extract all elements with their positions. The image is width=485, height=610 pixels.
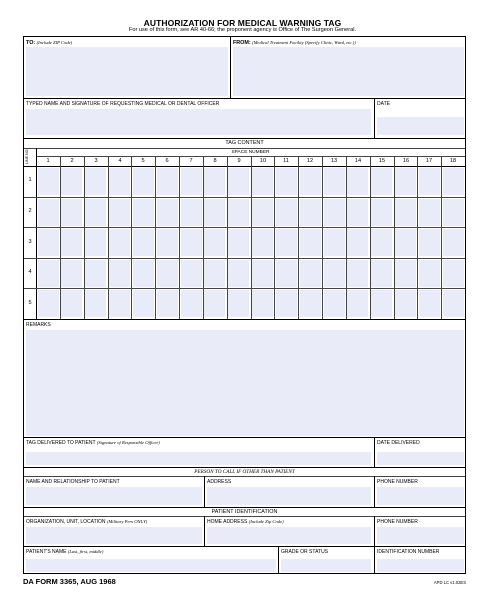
tag-cell-line3-space1[interactable] xyxy=(38,229,59,256)
call-name-label: NAME AND RELATIONSHIP TO PATIENT xyxy=(26,479,120,485)
tag-cell-line3-space14[interactable] xyxy=(347,229,368,256)
divider xyxy=(24,319,465,320)
tag-cell-line2-space12[interactable] xyxy=(300,199,321,226)
tag-cell-line2-space2[interactable] xyxy=(61,199,82,226)
tag-cell-line4-space8[interactable] xyxy=(204,260,225,287)
from-field[interactable] xyxy=(233,47,464,96)
tag-cell-line1-space4[interactable] xyxy=(109,168,130,195)
form-body xyxy=(23,36,466,574)
tag-cell-line4-space4[interactable] xyxy=(109,260,130,287)
tag-cell-line4-space10[interactable] xyxy=(252,260,273,287)
org-label-group xyxy=(26,519,147,525)
grade-label: GRADE OR STATUS xyxy=(281,549,329,555)
tag-cell-line5-space15[interactable] xyxy=(371,290,392,317)
tag-cell-line4-space2[interactable] xyxy=(61,260,82,287)
delivered-label-group xyxy=(26,440,160,446)
tag-cell-line3-space17[interactable] xyxy=(419,229,440,256)
patient-name-field[interactable] xyxy=(26,559,276,572)
id-number-field[interactable] xyxy=(377,559,464,572)
form-subtitle: For use of this form, see AR 40-66; the proponent agency is Office of The Surgeon General. xyxy=(128,27,357,33)
date-delivered-label: DATE DELIVERED xyxy=(377,440,420,446)
date-delivered-field[interactable] xyxy=(377,452,464,465)
divider xyxy=(24,148,465,149)
to-hint: (Include ZIP Code) xyxy=(36,40,73,45)
space-number-5: 5 xyxy=(141,158,145,164)
org-label: ORGANIZATION, UNIT, LOCATION xyxy=(26,519,106,525)
tag-cell-line4-space9[interactable] xyxy=(228,260,249,287)
line-number-5: 5 xyxy=(28,300,32,306)
divider xyxy=(230,37,231,98)
tag-cell-line2-space10[interactable] xyxy=(252,199,273,226)
line-number-3: 3 xyxy=(28,239,32,245)
space-number-13: 13 xyxy=(330,158,338,164)
tag-cell-line3-space6[interactable] xyxy=(157,229,178,256)
tag-content-title: TAG CONTENT xyxy=(225,140,264,146)
tag-cell-line4-space6[interactable] xyxy=(157,260,178,287)
officer-date-field[interactable] xyxy=(377,117,464,135)
call-phone-label: PHONE NUMBER xyxy=(377,479,418,485)
divider xyxy=(36,148,37,319)
org-field[interactable] xyxy=(26,527,202,544)
divider xyxy=(24,516,465,517)
tag-cell-line2-space13[interactable] xyxy=(324,199,345,226)
space-number-16: 16 xyxy=(402,158,410,164)
space-number-18: 18 xyxy=(449,158,457,164)
officer-date-label: DATE xyxy=(377,101,390,107)
home-address-label-group xyxy=(207,519,284,525)
tag-cell-line5-space11[interactable] xyxy=(276,290,297,317)
tag-cell-line2-space8[interactable] xyxy=(204,199,225,226)
divider xyxy=(204,476,205,507)
tag-cell-line5-space9[interactable] xyxy=(228,290,249,317)
space-number-4: 4 xyxy=(118,158,122,164)
divider xyxy=(24,476,465,477)
tag-cell-line1-space5[interactable] xyxy=(133,168,154,195)
tag-cell-line5-space1[interactable] xyxy=(38,290,59,317)
tag-cell-line3-space12[interactable] xyxy=(300,229,321,256)
divider xyxy=(24,138,465,139)
divider xyxy=(24,98,465,99)
form-version: APD LC v1.02ES xyxy=(433,580,466,585)
form-title: AUTHORIZATION FOR MEDICAL WARNING TAG xyxy=(143,18,342,28)
officer-field[interactable] xyxy=(26,109,371,135)
home-address-field[interactable] xyxy=(207,527,371,544)
tag-cell-line3-space4[interactable] xyxy=(109,229,130,256)
divider xyxy=(24,227,465,228)
tag-cell-line5-space13[interactable] xyxy=(324,290,345,317)
divider xyxy=(179,156,180,319)
line-number-4: 4 xyxy=(28,269,32,275)
divider xyxy=(24,258,465,259)
delivered-label: TAG DELIVERED TO PATIENT xyxy=(26,440,96,446)
space-number-12: 12 xyxy=(306,158,314,164)
tag-cell-line1-space12[interactable] xyxy=(300,168,321,195)
divider xyxy=(374,476,375,507)
space-number-17: 17 xyxy=(425,158,433,164)
line-no-label: LINE NO. xyxy=(25,148,29,164)
tag-cell-line3-space11[interactable] xyxy=(276,229,297,256)
tag-cell-line1-space7[interactable] xyxy=(181,168,202,195)
grade-field[interactable] xyxy=(281,559,371,572)
space-number-8: 8 xyxy=(213,158,217,164)
patient-id-title: PATIENT IDENTIFICATION xyxy=(211,509,278,515)
tag-cell-line2-space14[interactable] xyxy=(347,199,368,226)
space-number-7: 7 xyxy=(189,158,193,164)
tag-cell-line4-space15[interactable] xyxy=(371,260,392,287)
tag-cell-line1-space16[interactable] xyxy=(395,168,416,195)
tag-cell-line1-space1[interactable] xyxy=(38,168,59,195)
patient-phone-field[interactable] xyxy=(377,527,464,544)
remarks-label: REMARKS xyxy=(26,322,51,328)
tag-cell-line2-space3[interactable] xyxy=(85,199,106,226)
divider xyxy=(24,288,465,289)
tag-cell-line1-space17[interactable] xyxy=(419,168,440,195)
tag-cell-line5-space12[interactable] xyxy=(300,290,321,317)
tag-cell-line3-space16[interactable] xyxy=(395,229,416,256)
space-number-15: 15 xyxy=(378,158,386,164)
tag-cell-line2-space7[interactable] xyxy=(181,199,202,226)
tag-cell-line3-space8[interactable] xyxy=(204,229,225,256)
tag-cell-line3-space5[interactable] xyxy=(133,229,154,256)
tag-cell-line4-space5[interactable] xyxy=(133,260,154,287)
delivered-signature-field[interactable] xyxy=(26,452,371,465)
divider xyxy=(374,546,375,573)
tag-cell-line4-space1[interactable] xyxy=(38,260,59,287)
tag-cell-line1-space14[interactable] xyxy=(347,168,368,195)
space-number-9: 9 xyxy=(237,158,241,164)
tag-cell-line2-space1[interactable] xyxy=(38,199,59,226)
tag-cell-line5-space2[interactable] xyxy=(61,290,82,317)
home-address-label: HOME ADDRESS xyxy=(207,519,248,525)
tag-cell-line2-space18[interactable] xyxy=(443,199,464,226)
divider xyxy=(374,437,375,467)
tag-cell-line5-space8[interactable] xyxy=(204,290,225,317)
call-phone-field[interactable] xyxy=(377,487,464,505)
officer-label: TYPED NAME AND SIGNATURE OF REQUESTING MEDICAL OR DENTAL OFFICER xyxy=(26,101,220,107)
tag-cell-line4-space14[interactable] xyxy=(347,260,368,287)
from-label: FROM: xyxy=(233,40,251,46)
call-address-label: ADDRESS xyxy=(207,479,232,485)
tag-cell-line3-space2[interactable] xyxy=(61,229,82,256)
tag-cell-line1-space3[interactable] xyxy=(85,168,106,195)
tag-cell-line3-space13[interactable] xyxy=(324,229,345,256)
tag-cell-line3-space7[interactable] xyxy=(181,229,202,256)
to-label-group xyxy=(26,40,72,46)
tag-cell-line1-space2[interactable] xyxy=(61,168,82,195)
space-number-14: 14 xyxy=(354,158,362,164)
tag-cell-line5-space17[interactable] xyxy=(419,290,440,317)
tag-cell-line5-space6[interactable] xyxy=(157,290,178,317)
divider xyxy=(131,156,132,319)
tag-cell-line3-space10[interactable] xyxy=(252,229,273,256)
call-address-field[interactable] xyxy=(207,487,371,505)
divider xyxy=(374,98,375,138)
tag-cell-line5-space18[interactable] xyxy=(443,290,464,317)
tag-cell-line1-space9[interactable] xyxy=(228,168,249,195)
tag-cell-line5-space3[interactable] xyxy=(85,290,106,317)
tag-cell-line4-space11[interactable] xyxy=(276,260,297,287)
divider xyxy=(24,507,465,508)
divider xyxy=(24,197,465,198)
tag-cell-line3-space3[interactable] xyxy=(85,229,106,256)
line-number-2: 2 xyxy=(28,208,32,214)
divider xyxy=(24,166,465,167)
tag-cell-line3-space9[interactable] xyxy=(228,229,249,256)
tag-cell-line1-space6[interactable] xyxy=(157,168,178,195)
divider xyxy=(155,156,156,319)
tag-cell-line2-space5[interactable] xyxy=(133,199,154,226)
tag-cell-line1-space13[interactable] xyxy=(324,168,345,195)
tag-cell-line1-space15[interactable] xyxy=(371,168,392,195)
divider xyxy=(274,156,275,319)
to-label: TO: xyxy=(26,40,36,46)
delivered-hint: (Signature of Responsible Officer) xyxy=(96,440,160,445)
space-number-11: 11 xyxy=(283,158,289,164)
patient-name-hint: (Last, first, middle) xyxy=(67,549,104,554)
divider xyxy=(24,467,465,468)
tag-cell-line5-space10[interactable] xyxy=(252,290,273,317)
tag-cell-line5-space16[interactable] xyxy=(395,290,416,317)
tag-cell-line3-space18[interactable] xyxy=(443,229,464,256)
tag-cell-line4-space3[interactable] xyxy=(85,260,106,287)
tag-cell-line5-space5[interactable] xyxy=(133,290,154,317)
tag-cell-line1-space11[interactable] xyxy=(276,168,297,195)
person-to-call-title: PERSON TO CALL IF OTHER THAN PATIENT xyxy=(194,469,295,475)
tag-cell-line4-space18[interactable] xyxy=(443,260,464,287)
tag-cell-line5-space4[interactable] xyxy=(109,290,130,317)
tag-cell-line2-space17[interactable] xyxy=(419,199,440,226)
tag-cell-line4-space7[interactable] xyxy=(181,260,202,287)
space-number-1: 1 xyxy=(46,158,50,164)
space-number-3: 3 xyxy=(94,158,98,164)
divider xyxy=(278,546,279,573)
space-number-10: 10 xyxy=(259,158,267,164)
remarks-field[interactable] xyxy=(26,330,464,436)
tag-cell-line2-space15[interactable] xyxy=(371,199,392,226)
tag-cell-line2-space4[interactable] xyxy=(109,199,130,226)
call-name-field[interactable] xyxy=(26,487,202,505)
from-hint: (Medical Treatment Facility (Specify Clinic, Ward, etc.)) xyxy=(252,40,356,45)
to-field[interactable] xyxy=(26,47,228,96)
tag-cell-line1-space8[interactable] xyxy=(204,168,225,195)
divider xyxy=(24,437,465,438)
tag-cell-line2-space6[interactable] xyxy=(157,199,178,226)
tag-cell-line5-space7[interactable] xyxy=(181,290,202,317)
space-number-6: 6 xyxy=(165,158,169,164)
org-hint: (Military Pers ONLY) xyxy=(106,519,148,524)
tag-cell-line1-space18[interactable] xyxy=(443,168,464,195)
divider xyxy=(374,516,375,546)
patient-name-label-group xyxy=(26,549,103,555)
id-number-label: IDENTIFICATION NUMBER xyxy=(377,549,440,555)
tag-cell-line4-space13[interactable] xyxy=(324,260,345,287)
tag-cell-line2-space16[interactable] xyxy=(395,199,416,226)
tag-cell-line5-space14[interactable] xyxy=(347,290,368,317)
tag-cell-line3-space15[interactable] xyxy=(371,229,392,256)
from-label-group xyxy=(233,40,356,46)
divider xyxy=(322,156,323,319)
form-number: DA FORM 3365, AUG 1968 xyxy=(23,577,116,586)
tag-cell-line2-space11[interactable] xyxy=(276,199,297,226)
patient-phone-label: PHONE NUMBER xyxy=(377,519,418,525)
tag-cell-line2-space9[interactable] xyxy=(228,199,249,226)
patient-name-label: PATIENT'S NAME xyxy=(26,549,67,555)
divider xyxy=(441,156,442,319)
divider xyxy=(417,156,418,319)
home-address-hint: (Include Zip Code) xyxy=(248,519,284,524)
tag-cell-line4-space16[interactable] xyxy=(395,260,416,287)
space-number-2: 2 xyxy=(70,158,74,164)
tag-cell-line4-space12[interactable] xyxy=(300,260,321,287)
divider xyxy=(298,156,299,319)
divider xyxy=(204,516,205,546)
space-number-label: SPACE NUMBER xyxy=(231,150,270,155)
tag-cell-line1-space10[interactable] xyxy=(252,168,273,195)
line-number-1: 1 xyxy=(28,177,32,183)
divider xyxy=(24,546,465,547)
tag-cell-line4-space17[interactable] xyxy=(419,260,440,287)
